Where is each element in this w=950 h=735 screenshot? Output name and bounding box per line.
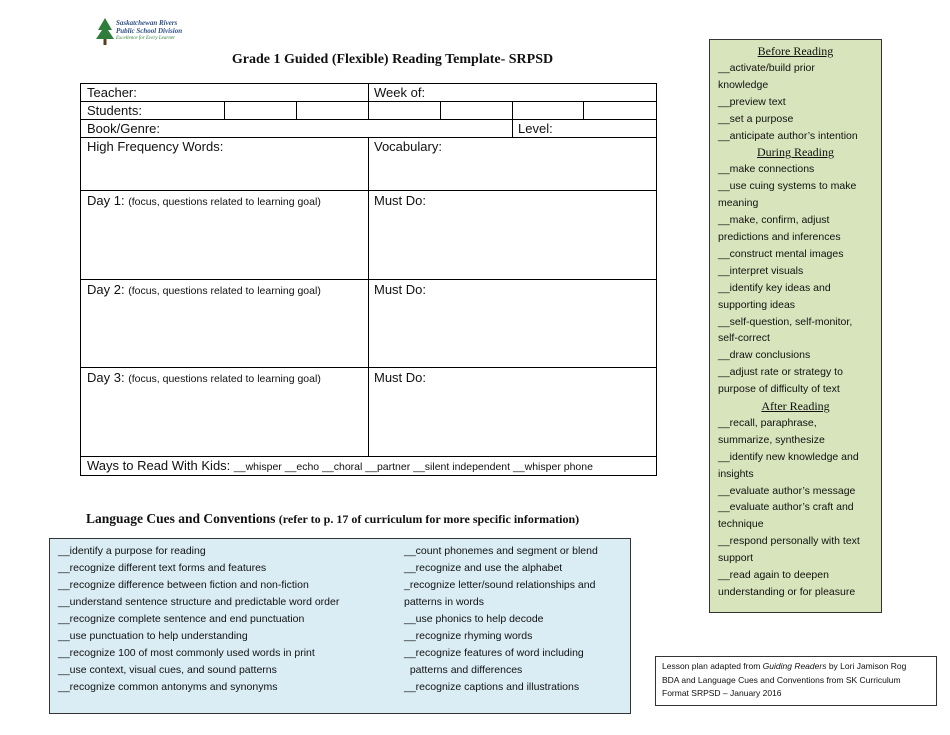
strategy-item: __read again to deepen [718,569,829,582]
day-2-focus: (focus, questions related to learning goal) [128,285,321,297]
strategy-item: __interpret visuals [718,264,804,277]
logo-line-2: Public School Division [116,27,183,35]
logo-tagline: Excellence for Every Learner [116,36,176,41]
day-1-plan[interactable] [81,191,369,279]
during-reading-heading: During Reading [757,145,834,160]
credit-book-title: Guiding Readers [762,661,827,671]
students-row [81,102,656,120]
credit-suffix: by Lori Jamison Rog [826,661,907,671]
strategy-item: predictions and inferences [718,230,841,243]
language-item: __recognize rhyming words [404,630,533,642]
strategy-item: __evaluate author’s message [718,484,856,497]
language-item: __recognize difference between fiction and non-fiction [58,579,309,591]
language-item: patterns in words [404,596,484,608]
language-right-list [404,543,598,696]
reading-strategies-box [709,39,882,613]
strategy-item: insights [718,467,754,480]
ways-row [81,457,656,475]
strategy-item: __use cuing systems to make [718,180,857,193]
language-cues-title [86,511,579,527]
strategy-item: __respond personally with text [718,535,860,548]
week-of-field[interactable]: Week of: [374,85,426,100]
credit-line-3: Format SRPSD – January 2016 [662,688,782,698]
language-item: __recognize 100 of most commonly used words in print [58,647,315,659]
strategy-item: knowledge [718,78,769,91]
language-item: __recognize common antonyms and synonyms [58,681,278,693]
strategy-item: __identify key ideas and [718,281,831,294]
words-row [81,138,656,191]
day-3-must-do[interactable]: Must Do: [374,370,427,385]
language-reference: (refer to p. 17 of curriculum for more specific information) [278,512,580,526]
day-2-plan[interactable] [81,280,369,367]
language-item: __recognize and use the alphabet [404,562,563,574]
language-item: __recognize captions and illustrations [404,681,580,693]
day-1-label: Day 1: [87,193,125,208]
level-field[interactable]: Level: [518,121,553,136]
high-frequency-words-field[interactable]: High Frequency Words: [87,139,224,154]
credit-line-1 [662,660,930,674]
strategy-item: __preview text [718,95,786,108]
before-reading-heading: Before Reading [757,44,834,58]
strategy-item: purpose of difficulty of text [718,383,840,396]
language-item: patterns and differences [404,664,523,676]
book-row [81,120,656,138]
logo-line-1: Saskatchewan Rivers [116,19,178,27]
vocabulary-field[interactable]: Vocabulary: [374,139,442,154]
language-left-list [58,543,339,696]
day-3-focus: (focus, questions related to learning goal) [128,373,321,385]
credit-prefix: Lesson plan adapted from [662,661,763,671]
strategy-item: __adjust rate or strategy to [718,366,843,379]
strategy-item: __construct mental images [718,247,844,260]
strategy-item: supporting ideas [718,298,796,311]
day-1-focus: (focus, questions related to learning goal) [128,196,321,208]
page-title: Grade 1 Guided (Flexible) Reading Template- SRPSD [231,52,554,67]
credit-line-2: BDA and Language Cues and Conventions from SK Curriculum [662,674,901,685]
language-item: __count phonemes and segment or blend [404,545,598,557]
planning-table [80,83,657,476]
day-3-plan[interactable] [81,368,369,456]
language-item: __use punctuation to help understanding [58,630,248,642]
teacher-field[interactable]: Teacher: [87,85,137,100]
language-cues-box [49,538,631,714]
strategy-item: technique [718,518,764,531]
strategy-item: self-correct [718,332,770,345]
credit-box [655,656,937,706]
language-item: __recognize different text forms and features [58,562,267,574]
language-item: __recognize features of word including [404,647,584,659]
ways-label: Ways to Read With Kids: [87,458,231,473]
teacher-row [81,84,656,102]
strategy-item: __anticipate author’s intention [718,129,858,142]
strategy-item: __set a purpose [718,112,794,125]
day-3-row [81,368,656,457]
ways-to-read [81,457,656,475]
strategy-item: understanding or for pleasure [718,586,856,598]
strategy-item: meaning [718,197,759,210]
language-item: _recognize letter/sound relationships and [404,579,596,591]
ways-options[interactable]: __whisper __echo __choral __partner __silent independent __whisper phone [233,461,593,473]
language-title-text: Language Cues and Conventions [86,511,276,526]
day-2-label: Day 2: [87,282,125,297]
strategy-item: __evaluate author’s craft and [718,501,854,514]
day-1-must-do[interactable]: Must Do: [374,193,427,208]
book-genre-field[interactable]: Book/Genre: [87,121,160,136]
tree-icon [94,18,116,46]
school-division-logo [94,18,204,48]
strategy-item: __draw conclusions [718,349,811,362]
strategy-item: __make, confirm, adjust [718,214,830,227]
language-item: __use context, visual cues, and sound patterns [58,664,277,676]
strategy-item: __recall, paraphrase, [718,416,817,429]
strategy-item: summarize, synthesize [718,433,825,446]
language-item: __identify a purpose for reading [58,545,206,557]
strategy-item: __identify new knowledge and [718,450,859,463]
day-2-row [81,280,656,368]
day-3-label: Day 3: [87,370,125,385]
strategy-item: support [718,552,754,565]
language-item: __understand sentence structure and predictable word order [58,596,340,608]
day-2-must-do[interactable]: Must Do: [374,282,427,297]
after-reading-heading: After Reading [761,399,830,414]
language-item: __use phonics to help decode [404,613,544,625]
day-1-row [81,191,656,280]
strategy-item: __make connections [718,163,815,176]
strategy-item: __self-question, self-monitor, [718,315,853,328]
language-item: __recognize complete sentence and end punctuation [58,613,305,625]
students-label: Students: [87,103,142,118]
strategy-item: __activate/build prior [718,61,815,74]
